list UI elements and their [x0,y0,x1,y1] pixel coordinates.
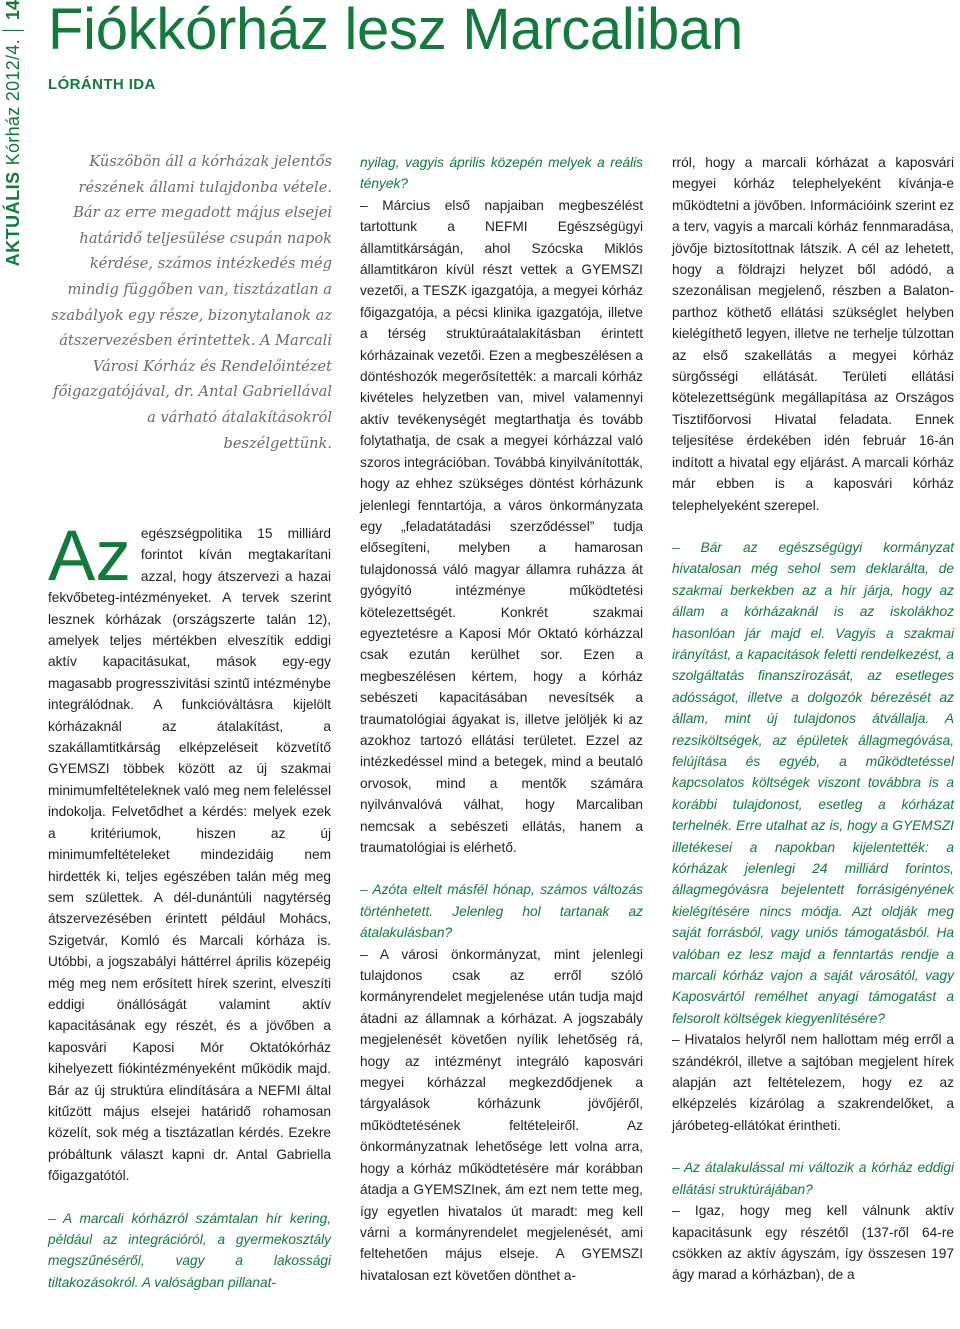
header-divider [2,30,24,31]
interview-question: – A marcali kórházról számtalan hír kering, például az integrációról, a gyermekosztály megszűnéséről, vagy a lakossági tiltakozásokról. A valóságban pillanat- [48,1210,331,1290]
section-header [0,0,29,275]
page-number: 14 [2,0,23,21]
article-lead: Küszöbön áll a kórházak jelentős részének állami tulajdonba vétele. Bár az erre megadott május elsejei határidő teljesülése csupán napok kérdése, számos intézkedés még mindig függőben van, tisztázatlan a szabályok egy része, bizonytalanok az átszervezésben érintettek. A Marcali Városi Kórház és Rendelőintézet főigazgatójával, dr. Antal Gabriellával a várható átalakításokról beszélgettünk. [51,153,332,452]
interview-question: – Bár az egészségügyi kormányzat hivatalosan még sehol sem deklarálta, de szakmai berkekben az a hír járja, hogy az állam a kórházaknál is az iskolákhoz hasonlóan jár majd el. Vagyis a szakmai irányítást, a kapacitások feletti rendelkezést, a szolgáltatás finanszírozását, az esetleges adósságot, illetve a dolgozók bérezését az állam, mint új tulajdonos átvállalja. A rezsiköltségek, az épületek állagmegóvása, felújítása és egyéb, a működtetéssel kapcsolatos költségek viszont továbbra is a korábbi tulajdonost, esetleg a kórházat terhelnék. Erre utalhat az is, hogy a GYEMSZI illetékesei a napokban kijelentették: a kórházak jelenlegi 24 milliárd forintos, állagmegóvásra bejelentett forrásigényének kielégítésére nincs módja. Azt oldják meg saját forrásból, vagy uniós támogatásból. Ha valóban ez lesz majd a fenntartás rendje a marcali kórház vajon a saját városától, vagy Kaposvártól remélhet anyagi támogatást a felsorolt költségek kiegyenlítésére? [672,539,954,1026]
article-title: Fiókkórház lesz Marcaliban [48,0,743,62]
magazine-issue: Kórház 2012/4. [2,39,23,166]
interview-question-continued: nyilag, vagyis április közepén melyek a reális tények? [360,155,643,192]
answer-paragraph: – A városi önkormányzat, mint jelenlegi tulajdonos csak az erről szóló kormányrendelet megjelenése után tudja majd átadni az államnak a kórházat. A jogszabály megjelenését követően nyílik lehetőség rá, hogy az intézményt integráló kaposvári megyei kórházzal megkezdődjenek a tárgyalások kórházunk jövőjéről, működtetésének feltételeiről. Az önkormányzatnak lehetősége lett volna arra, hogy a kórház működtetésére már korábban átadja a GYEMSZInek, ám ezt nem tette meg, így egyetlen hivatalos út maradt: meg kell várni a kormányrendelet megjelenését, ami feltehetően május elseje. A GYEMSZI hivatalosan ezt követően dönthet a- [360,946,643,1283]
answer-paragraph: rról, hogy a marcali kórházat a kaposvári megyei kórház telephelyeként kívánja-e működtetni a jövőben. Információink szerint ez a terv, vagyis a marcali kórház fennmaradása, jövője biztosítottnak látszik. A cél az lehetett, hogy a földrajzi helyzet ből adódó, a szezonálisan megjelenő, részben a Balaton-parthoz köthető ellátási szükséglet helyben kielégíthető legyen, illetve ne terhelje túlzottan az első szakellátás a megyei kórház sürgősségi ellátását. Területi ellátási kötelezettségünk megállapítása az Országos Tisztifőorvosi Hivatal feladata. Ennek teljesítése érdekében idén február 16-án indított a hivatal egy eljárást. A marcali kórház már ebben is a kaposvári kórház telephelyeként szerepel. [672,155,954,513]
text-column-3 [672,152,954,1286]
interview-question: – Az átalakulással mi változik a kórház eddigi ellátási struktúrájában? [672,1160,954,1197]
answer-paragraph: – Igaz, hogy meg kell válnunk aktív kapacitásunk egy részétől (137-ről 64-re csökken az aktív ágyszám, így összesen 197 ágy marad a kórházban), de a [672,1203,954,1283]
paragraph-text: egészségpolitika 15 milliárd forintot kíván megtakarítani azzal, hogy átszervezi a hazai fekvőbeteg-intézményeket. A tervek szerint lesznek kórházak (országszerte talán 12), amelyek teljes mértékben elveszítik eddigi aktív kapacitásukat, mások egy-egy magasabb progresszivitási szintű intézménybe integrálódnak. A funkcióváltásra kijelölt kórházaknál az átalakítást, a szakállamtitkárság elképzeléseit közvetítő GYEMSZI többek között az új szakmai minimumfeltételeknek való meg nem feleléssel indokolja. Felvetődhet a kérdés: melyek ezek a kritériumok, hiszen az új minimumfeltételeket mindezidáig nem hirdették ki, teljes egészében talán még meg sem születtek. A dél-dunántúli nagytérség átszervezésében érintett például Mohács, Szigetvár, Komló és Marcali kórháza is. Utóbbi, a jogszabályi háttérrel április közepéig még meg nem erősített hírek szerint, elveszíti eddigi önállóságát valamint aktív kapacitásának egy részét, és a jövőben a kaposvári Kaposi Mór Oktatókórház kihelyezett fiókintézményeként működik majd. Bár az új struktúra elindítására a NEFMI által kitűzött május elsejei határidő rohamosan közelít, sok még a tisztázatlan kérdés. Ezekre próbáltunk választ kapni dr. Antal Gabriella főigazgatótól. [48,526,332,1184]
section-label: AKTUÁLIS [2,171,23,267]
interview-question: – Azóta eltelt másfél hónap, számos változás történhetett. Jelenleg hol tartanak az átalakulásban? [360,882,643,941]
drop-cap: Az [48,517,131,596]
article-author: LÓRÁNTH IDA [48,76,156,93]
text-column-1 [48,517,332,1293]
intro-paragraph [48,517,332,1187]
answer-paragraph: – Hivatalos helyről nem hallottam még erről a szándékról, illetve a sajtóban megjelent hírek alapján azt feltételezem, hogy ez az elképzelés kizárólag a szakrendelőket, a járóbeteg-ellátókat érintheti. [672,1032,954,1133]
answer-paragraph: – Március első napjaiban megbeszélést tartottunk a NEFMI Egészségügyi államtitkárságán, ahol Szócska Miklós államtitkáron kívül részt vettek a GYEMSZI vezetői, a TESZK igazgatója, a megyei kórház főigazgatója, a pécsi klinika igazgatója, illetve a térség struktúraátalakításban érintett kórházainak vezetői. Ezen a megbeszélésen a döntéshozók megerősítették: a marcali kórház kivételes helyzetben van, mivel valamennyi aktív tevékenységét megtarthatja és tovább folytathatja, de csak a megyei kórházzal való szoros integrációban. Továbbá kinyilvánították, hogy az ehhez szükséges döntést kórházunk jelenlegi fenntartója, a város önkormányzata egy „feladatátadási szerződéssel” tudja elősegíteni, melyben a hamarosan tulajdonossá váló magyar államra ruházza át gyógyító intézménye működtetési kötelezettségét. Konkrét szakmai egyeztetésre a Kaposi Mór Oktató kórházzal csak ezután kerülhet sor. Ezen a megbeszélésen kértem, hogy a kórház sebészeti kapacitásában nevesítsék a traumatológiai ágyakat is, illetve jelöljék ki az azokhoz tartozó ellátási területet. Ezzel az intézkedéssel mind a betegek, mind a beutaló orvosok, mind a mentők számára nyilvánvalóvá válhat, hogy Marcaliban nemcsak a sebészeti ellátás, hanem a traumatológiai is elérhető. [360,197,643,855]
text-column-2 [360,152,643,1286]
